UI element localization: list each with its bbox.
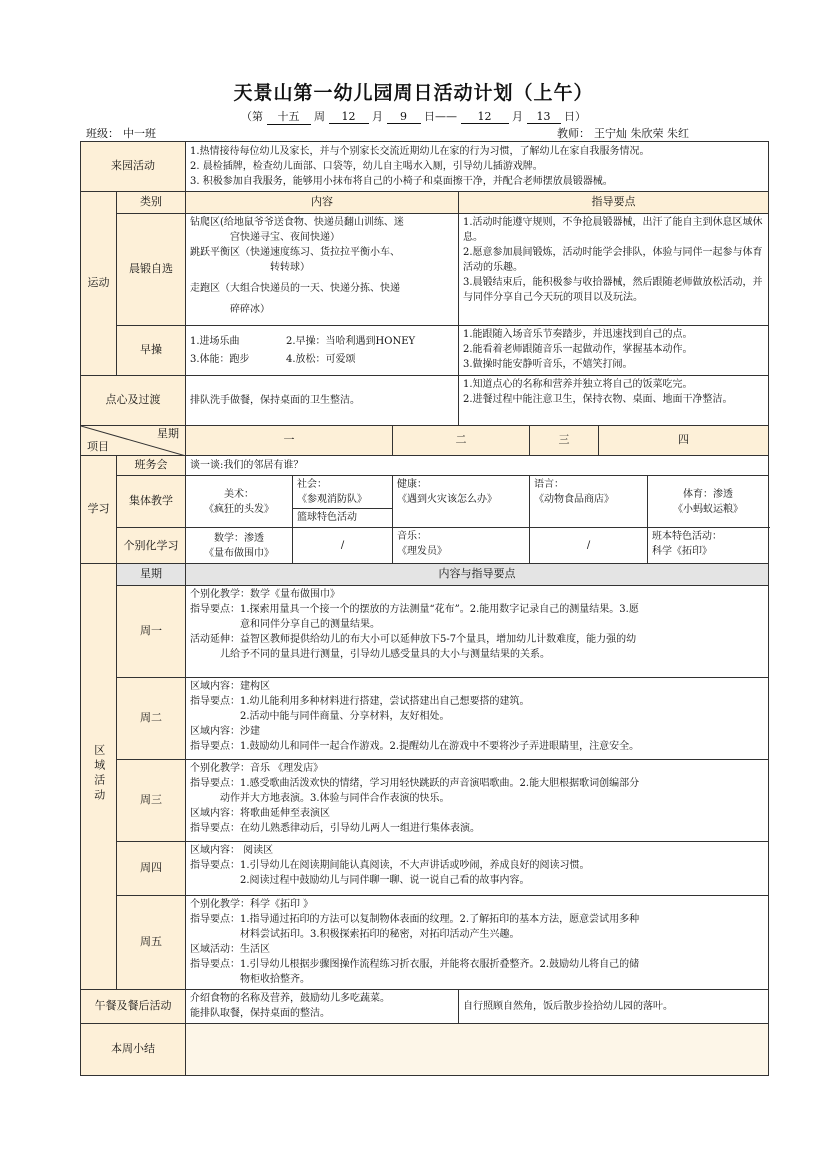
drill-label: 早操 [117,326,186,376]
area-detail-line: 指导要点：1.引导幼儿在阅读期间能认真阅读，不大声讲话或吵闹，养成良好的阅读习惯。 [190,860,590,871]
special-activity [648,528,769,564]
guide-line: 1.能跟随入场音乐节奏踏步，并迅速找到自己的点。 [463,329,693,340]
guide-header: 指导要点 [459,192,769,214]
morning-exercise-content [186,214,459,326]
morning-exercise-guide [459,214,769,326]
content-header: 内容 [186,192,459,214]
area-day-label: 周一 [117,586,186,678]
start-month: 12 [329,110,369,124]
area-day-content [186,678,769,760]
area-day-content [186,586,769,678]
item-label: 项目 [87,439,109,453]
morning-line: 跳跃平衡区（快递速度练习、货拉拉平衡小车、 [190,247,400,258]
class-info [86,125,197,142]
date-range [0,108,827,125]
morning-exercise-label: 晨锻自选 [117,214,186,326]
area-detail-line: 指导要点：1.幼儿能利用多种材料进行搭建，尝试搭建出自己想要搭的建筑。 [190,696,530,707]
arrival-content [186,142,769,192]
area-detail-line: 意和同伴分享自己的测量结果。 [240,619,380,630]
social-lesson [293,476,393,528]
exercise-label: 运动 [81,192,117,376]
lesson-subject: 数学：渗透 [214,532,264,544]
day-header-wed: 三 [530,426,599,456]
basketball-activity: 篮球特色活动 [293,508,392,526]
area-detail-line: 指导要点：1.鼓励幼儿和同伴一起合作游戏。2.提醒幼儿在游戏中不要将沙子弄进眼睛里，注意安全。 [190,741,640,752]
drill-guide [459,326,769,376]
empty-slot: / [293,528,393,564]
arrival-line: 2. 晨检插牌，检查幼儿面部、口袋等，幼儿自主喝水入厕，引导幼儿插游戏牌。 [190,161,543,172]
arrival-line: 1.热情接待每位幼儿及家长，并与个别家长交流近期幼儿在家的行为习惯，了解幼儿在家自我服务情况。 [190,146,650,157]
individual-study-label: 个别化学习 [117,528,186,564]
lesson-title: 《理发员》 [397,546,447,557]
lesson-title: 《疯狂的头发》 [204,503,274,515]
summary-label: 本周小结 [81,1024,186,1076]
weekday-corner [81,426,186,456]
lunch-line: 介绍食物的名称及营养，鼓励幼儿多吃蔬菜。 [190,993,390,1004]
guide-line: 2.愿意参加晨间锻炼，活动时能学会排队，体验与同伴一起参与体育活动的乐趣。 [463,247,763,273]
lunch-content [186,990,459,1024]
empty-slot: / [530,528,648,564]
area-detail-line: 动作并大方地表演。3.体验与同伴合作表演的快乐。 [220,793,450,804]
area-detail-line: 2.活动中能与同伴商量、分享材料，友好相处。 [240,711,450,722]
area-detail-line: 区域内容：建构区 [190,681,270,692]
area-detail-line: 物柜收拾整齐。 [240,974,310,985]
after-lunch-content: 自行照顾自然角，饭后散步捡拾幼儿园的落叶。 [459,990,769,1024]
guide-line: 3.做操时能安静听音乐，不嬉笑打闹。 [463,359,633,370]
start-day: 9 [387,110,421,124]
snack-guide [459,376,769,426]
area-detail-line: 指导要点：1.引导幼儿根据步骤图操作流程练习折衣服，并能将衣服折叠整齐。2.鼓励幼儿将自己的储 [190,959,640,970]
area-day-label: 周二 [117,678,186,760]
math-activity [186,528,293,564]
lesson-subject: 班本特色活动： [652,531,722,542]
area-detail-line: 儿给予不同的量具进行测量，引导幼儿感受量具的大小与测量结果的关系。 [220,649,550,660]
drill-item: 1.进场乐曲 [190,336,240,347]
week-number: 十五 [267,108,311,125]
summary-content[interactable] [186,1024,769,1076]
language-lesson [530,476,648,528]
meeting-label: 班务会 [117,456,186,476]
day-header-thu: 四 [599,426,769,456]
page-title: 天景山第一幼儿园周日活动计划（上午） [233,82,594,104]
lunch-line: 能排队取餐，保持桌面的整洁。 [190,1008,330,1019]
week-label: 星期 [157,427,179,440]
dates-prefix: （第 [241,110,263,123]
pe-lesson [648,476,769,528]
area-label [81,564,117,990]
type-header: 类别 [117,192,186,214]
drill-item: 3.体能：跑步 [190,354,250,365]
end-day: 13 [527,110,561,124]
area-row [81,586,769,678]
area-week-header: 星期 [117,564,186,586]
drill-item: 4.放松：可爱颂 [286,354,356,365]
area-row [81,896,769,990]
area-day-label: 周四 [117,842,186,896]
lesson-subject: 体育：渗透 [683,488,734,500]
health-lesson [393,476,530,528]
lunch-label: 午餐及餐后活动 [81,990,186,1024]
morning-line: 宫快递寻宝、夜间快递） [230,232,340,243]
lesson-subject: 社会： [297,479,327,490]
lesson-title: 科学《拓印》 [652,546,712,557]
area-detail-line: 区域内容： 阅读区 [190,845,274,856]
dates-month-unit-2: 月 [512,110,523,123]
area-detail-line: 材料尝试拓印。3.积极探索拓印的秘密，对拓印活动产生兴趣。 [240,929,520,940]
lesson-subject: 健康： [397,479,427,490]
morning-line: 钻爬区(给地鼠爷爷送食物、快递员翻山训练、迷 [190,217,404,228]
guide-line: 3.晨锻结束后，能积极参与收拾器械，然后跟随老师做放松活动，并与同伴分享自己今天玩的项目以及玩法。 [463,277,763,303]
teacher-info [557,125,738,142]
class-value: 中一班 [119,125,197,142]
arrival-label: 来园活动 [81,142,186,192]
teacher-value: 王宁灿 朱欣荣 朱红 [590,125,738,142]
guide-line: 1.知道点心的名称和营养并独立将自己的饭菜吃完。 [463,379,693,390]
guide-line: 2.进餐过程中能注意卫生，保持衣物、桌面、地面干净整洁。 [463,394,733,405]
dates-month-unit: 月 [372,110,383,123]
guide-line: 1.活动时能遵守规则，不争抢晨锻器械，出汗了能自主到休息区域休息。 [463,217,763,243]
area-row [81,678,769,760]
area-detail-line: 区域活动：生活区 [190,944,270,955]
study-label: 学习 [81,456,117,564]
lesson-subject: 语言： [534,479,564,490]
area-day-label: 周三 [117,760,186,842]
area-label-text: 区域活动 [92,743,106,804]
drill-item: 2.早操：当哈利遇到HONEY [286,336,416,347]
area-day-label: 周五 [117,896,186,990]
area-detail-line: 指导要点：1.指导通过拓印的方法可以复制物体表面的纹理。2.了解拓印的基本方法，愿意尝试用多种 [190,914,640,925]
area-row [81,760,769,842]
arrival-line: 3. 积极参加自我服务，能够用小抹布将自己的小椅子和桌面擦干净，并配合老师摆放晨锻器械。 [190,176,613,187]
lesson-title: 《量布做围巾》 [204,547,274,559]
area-detail-line: 指导要点：在幼儿熟悉律动后，引导幼儿两人一组进行集体表演。 [190,823,480,834]
teacher-label: 教师： [557,127,590,140]
morning-line: 转转球） [270,262,310,273]
day-header-tue: 二 [393,426,530,456]
morning-line: 走跑区（大组合快递员的一天、快递分拣、快递 [190,283,400,294]
lesson-subject: 音乐： [397,531,427,542]
meeting-content: 谈一谈:我们的邻居有谁？ [186,456,769,476]
dates-day-unit-2: 日） [564,110,586,123]
area-detail-line: 2.阅读过程中鼓励幼儿与同伴聊一聊、说一说自己看的故事内容。 [240,875,530,886]
area-detail-line: 指导要点：1.探索用量具一个接一个的摆放的方法测量“花布”。2.能用数字记录自己的测量结果。3.愿 [190,604,639,615]
day-header-mon: 一 [186,426,393,456]
area-detail-line: 指导要点：1.感受歌曲活泼欢快的情绪，学习用轻快跳跃的声音演唱歌曲。2.能大胆根据歌词创编部分 [190,778,640,789]
area-row [81,842,769,896]
area-detail-line: 个别化教学：数学《量布做围巾》 [190,589,340,600]
area-content-header: 内容与指导要点 [186,564,769,586]
area-day-content [186,896,769,990]
lesson-title: 《小蚂蚁运粮》 [673,503,744,515]
area-detail-line: 区域内容：沙建 [190,726,260,737]
plan-table [80,141,769,1076]
class-label: 班级： [86,127,119,140]
area-day-content [186,760,769,842]
dates-week-unit: 周 [314,110,325,123]
drill-content [186,326,459,376]
lesson-title: 《参观消防队》 [297,494,367,505]
area-detail-line: 活动延伸：益智区教师提供给幼儿的布大小可以延伸放下5-7个量具，增加幼儿计数难度，能力强的幼 [190,634,637,645]
lesson-subject: 美术： [224,488,254,500]
snack-content: 排队洗手做餐，保持桌面的卫生整洁。 [186,376,459,426]
area-detail-line: 个别化教学：科学《拓印 》 [190,899,314,910]
lesson-title: 《遇到火灾该怎么办》 [397,494,497,505]
music-activity [393,528,530,564]
snack-label: 点心及过渡 [81,376,186,426]
art-lesson [186,476,293,528]
morning-line: 碎碎冰） [230,304,270,315]
group-teaching-label: 集体教学 [117,476,186,528]
dates-day-unit: 日—— [424,110,457,123]
area-detail-line: 个别化教学：音乐 《理发店》 [190,763,324,774]
end-month: 12 [461,110,509,124]
area-day-content [186,842,769,896]
area-detail-line: 区域内容：将歌曲延伸至表演区 [190,808,330,819]
guide-line: 2.能看着老师跟随音乐一起做动作，掌握基本动作。 [463,344,693,355]
lesson-title: 《动物食品商店》 [534,494,614,505]
